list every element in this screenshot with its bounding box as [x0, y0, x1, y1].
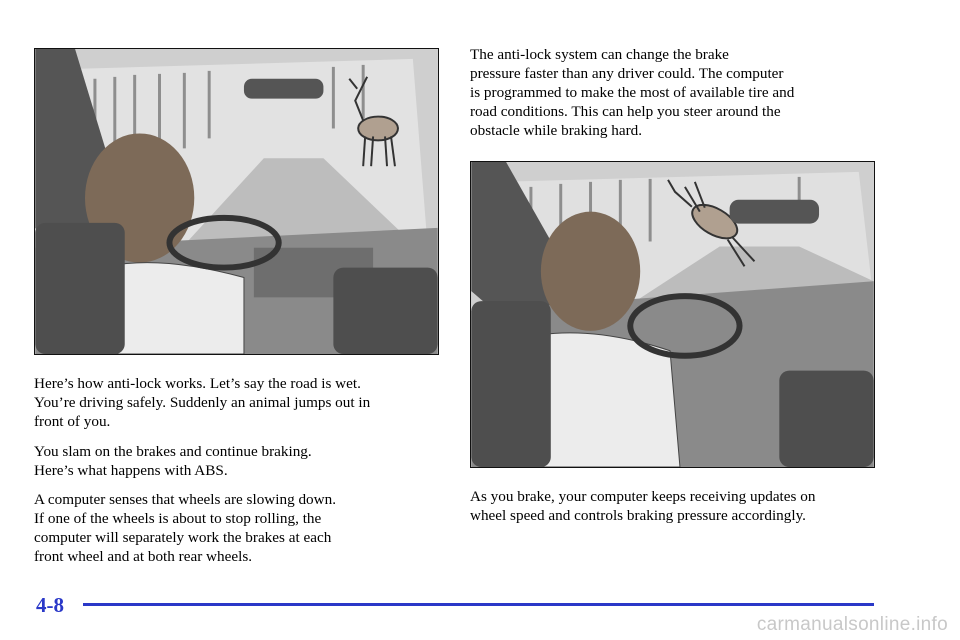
paragraph-computer-senses: A computer senses that wheels are slowing down. If one of the wheels is about to stop rolling, the computer will separately work the brakes at each front wheel and at both rear wheels. — [34, 491, 336, 565]
paragraph-anti-lock-system: The anti-lock system can change the brake pressure faster than any driver could. The computer is programmed to make the most of available tire and road conditions. This can help you steer around the obstacle while braking hard. — [470, 46, 795, 139]
driver-deer-jumping-illustration — [471, 162, 874, 467]
illustration-driver-deer-standing — [34, 48, 439, 355]
paragraph-intro: Here’s how anti-lock works. Let’s say the road is wet. You’re driving safely. Suddenly an animal jumps out in front of you. — [34, 375, 371, 430]
paragraph-slam-brakes: You slam on the brakes and continue braking. Here’s what happens with ABS. — [34, 443, 312, 479]
watermark: carmanualsonline.info — [756, 614, 948, 635]
paragraph-as-you-brake: As you brake, your computer keeps receiving updates on wheel speed and controls braking pressure accordingly. — [470, 488, 816, 524]
page-number: 4-8 — [36, 593, 64, 617]
illustration-driver-deer-jumping — [470, 161, 875, 468]
driver-deer-roadside-illustration — [35, 49, 438, 354]
footer-rule — [83, 603, 874, 606]
